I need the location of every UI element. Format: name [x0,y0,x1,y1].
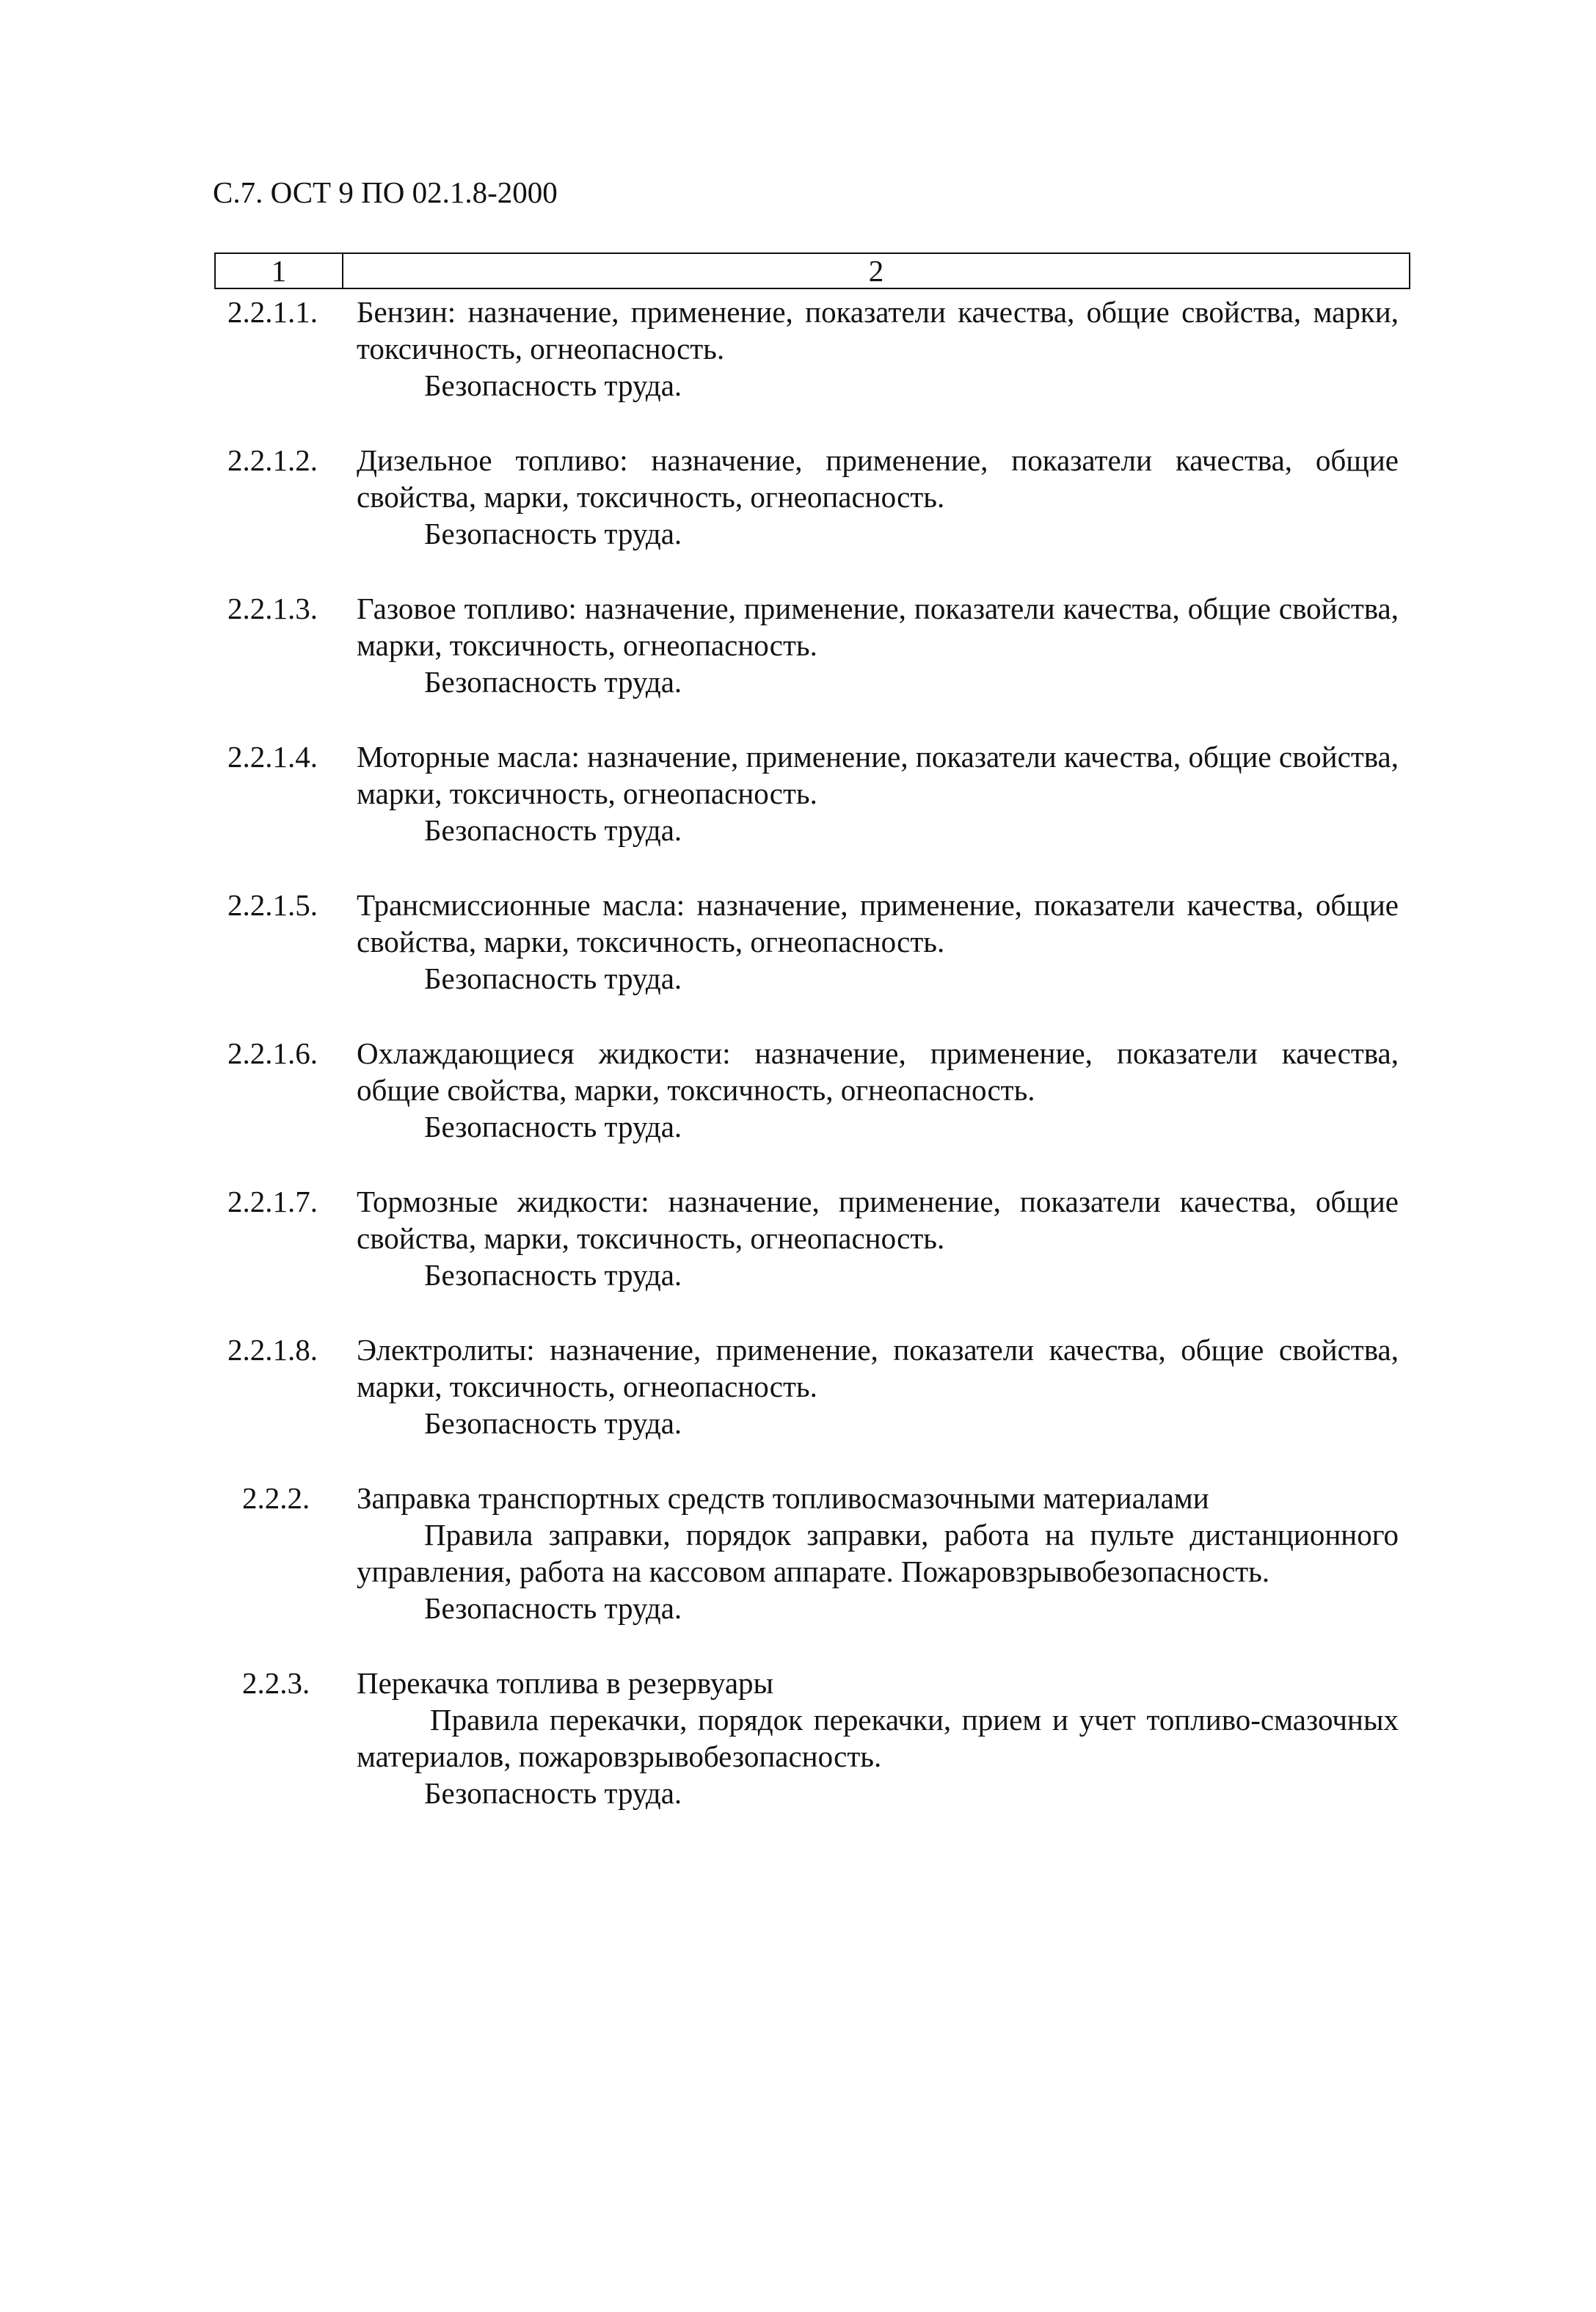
item-number: 2.2.1.2. [227,443,318,477]
item-safety: Безопасность труда. [424,1258,682,1292]
item-text: Охлаждающиеся жидкости: назначение, применение, показатели качества, общие свойства, марки, токсичность, огнеопасность. [357,1036,1399,1107]
list-item [213,294,1424,404]
item-number: 2.2.1.8. [227,1333,318,1367]
item-text: Тормозные жидкости: назначение, применение, показатели качества, общие свойства, марки, токсичность, огнеопасность. [357,1185,1399,1255]
section-2-2-2 [213,1480,1424,1626]
section-number: 2.2.2. [242,1481,310,1515]
item-safety: Безопасность труда. [424,961,682,995]
section-title: Заправка транспортных средств топливосмазочными материалами [357,1481,1209,1515]
list-item [213,887,1424,997]
item-safety: Безопасность труда. [424,368,682,402]
item-number: 2.2.1.3. [227,592,318,625]
section-text: Правила перекачки, порядок перекачки, прием и учет топливо-смазочных материалов, пожаровзрывобезопасность. [357,1703,1399,1773]
page-header: С.7. ОСТ 9 ПО 02.1.8-2000 [213,175,558,209]
item-number: 2.2.1.5. [227,888,318,922]
column-header-1: 1 [216,254,343,288]
item-text: Газовое топливо: назначение, применение, показатели качества, общие свойства, марки, токсичность, огнеопасность. [357,592,1399,662]
item-safety: Безопасность труда. [424,1110,682,1144]
item-text: Трансмиссионные масла: назначение, применение, показатели качества, общие свойства, марки, токсичность, огнеопасность. [357,888,1399,959]
list-item [213,1331,1424,1442]
items-list [213,294,1424,1850]
list-item [213,442,1424,552]
item-number: 2.2.1.4. [227,740,318,774]
item-safety: Безопасность труда. [424,517,682,550]
list-item [213,1183,1424,1293]
list-item [213,590,1424,700]
item-text: Бензин: назначение, применение, показатели качества, общие свойства, марки, токсичность, огнеопасность. [357,295,1399,366]
section-number: 2.2.3. [242,1666,310,1700]
item-text: Дизельное топливо: назначение, применение, показатели качества, общие свойства, марки, токсичность, огнеопасность. [357,443,1399,514]
column-header-2: 2 [868,254,884,288]
item-safety: Безопасность труда. [424,665,682,699]
column-header-row [214,252,1410,289]
item-text: Электролиты: назначение, применение, показатели качества, общие свойства, марки, токсичность, огнеопасность. [357,1333,1399,1403]
section-safety: Безопасность труда. [424,1591,682,1625]
section-2-2-3 [213,1665,1424,1811]
item-safety: Безопасность труда. [424,813,682,847]
section-title: Перекачка топлива в резервуары [357,1666,774,1700]
item-number: 2.2.1.1. [227,295,318,329]
section-safety: Безопасность труда. [424,1776,682,1810]
item-safety: Безопасность труда. [424,1406,682,1440]
list-item [213,1035,1424,1145]
item-number: 2.2.1.7. [227,1185,318,1218]
list-item [213,738,1424,848]
section-text: Правила заправки, порядок заправки, работа на пульте дистанционного управления, работа на кассовом аппарате. Пожаровзрывобезопасность. [357,1518,1399,1588]
item-number: 2.2.1.6. [227,1036,318,1070]
item-text: Моторные масла: назначение, применение, показатели качества, общие свойства, марки, токсичность, огнеопасность. [357,740,1399,810]
